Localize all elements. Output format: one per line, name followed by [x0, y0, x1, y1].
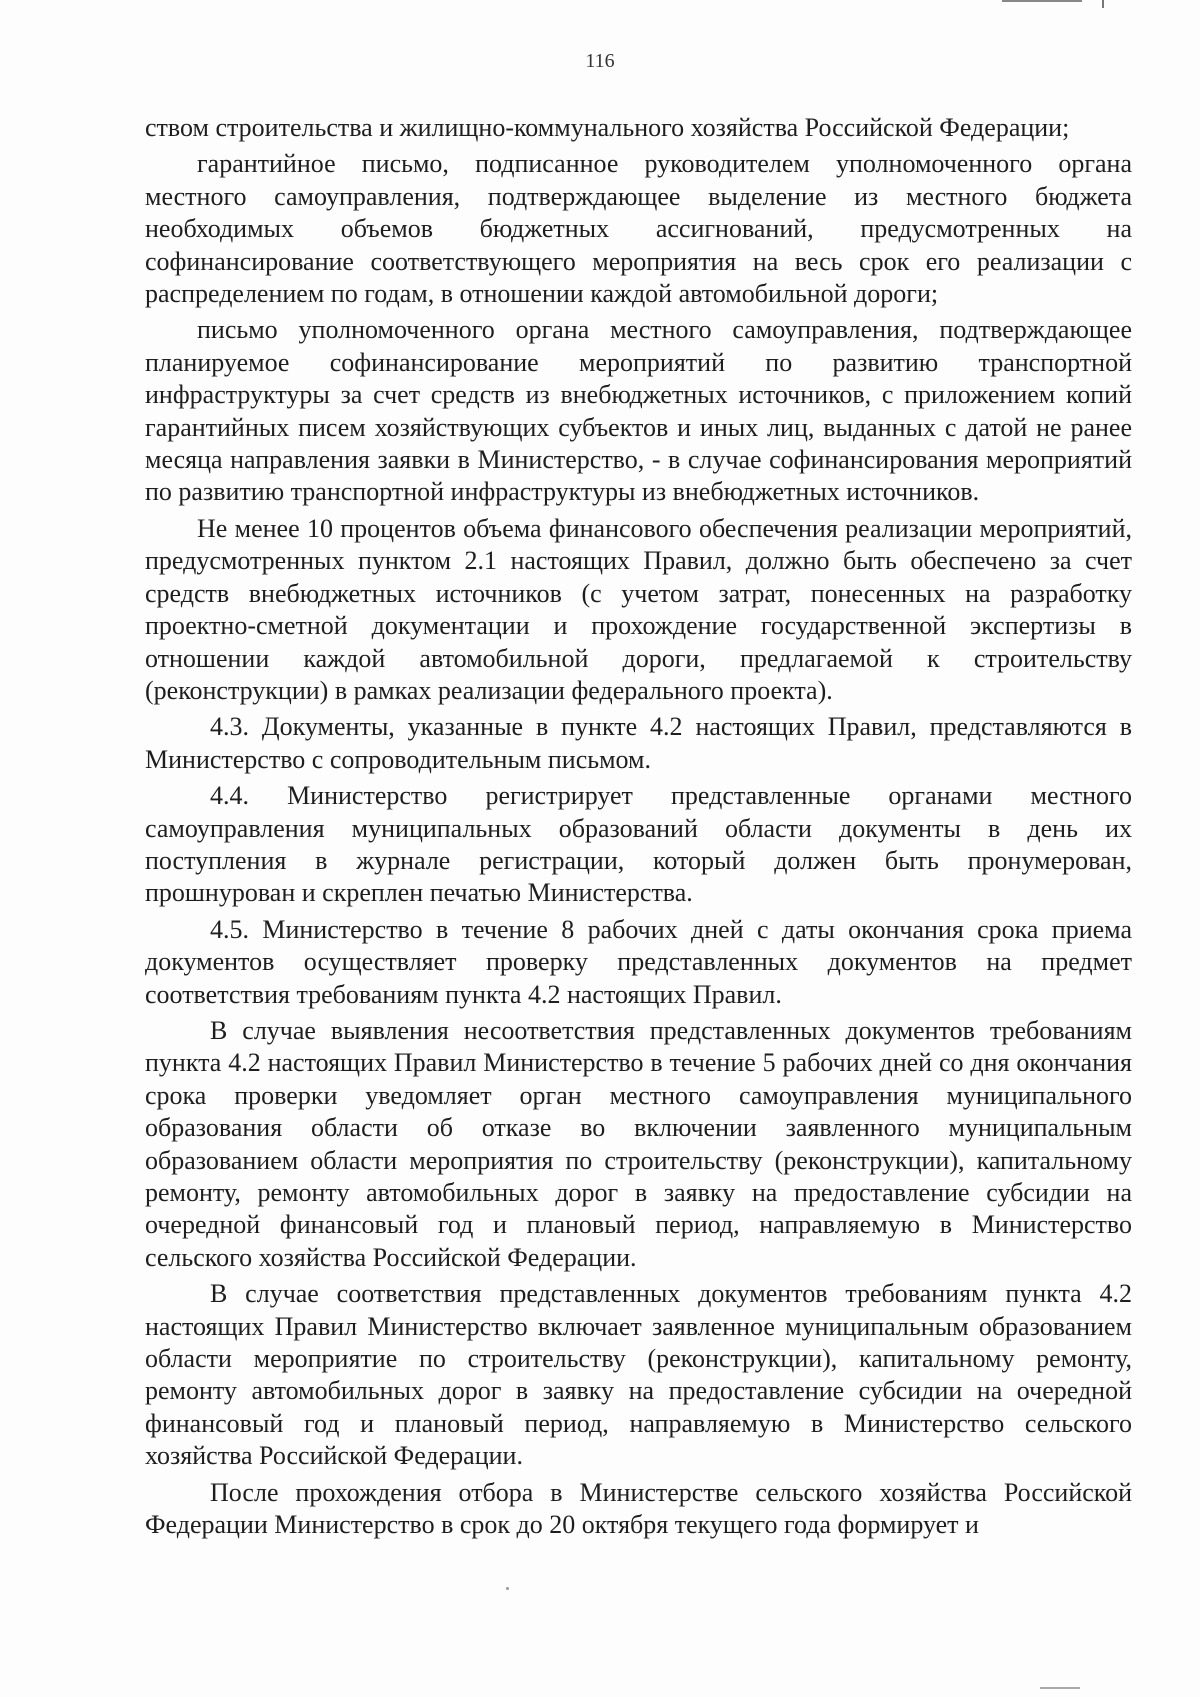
document-body	[145, 112, 1132, 1541]
paragraph: 4.5. Министерство в течение 8 рабочих дней с даты окончания срока приема документов осуществляет проверку представленных документов на предмет соответствия требованиям пункта 4.2 настоящих Правил.	[145, 914, 1132, 1009]
scan-artifact	[1002, 0, 1082, 2]
paragraph: В случае выявления несоответствия представленных документов требованиям пункта 4.2 настоящих Правил Министерство в течение 5 рабочих дней со дня окончания срока проверки уведомляет орган местного самоуправления муниципального образования области об отказе во включении заявленного муниципальным образованием области мероприятия по строительству (реконструкции), капитальному ремонту, ремонту автомобильных дорог в заявку на предоставление субсидии на очередной финансовый год и плановый период, направляемую в Министерство сельского хозяйства Российской Федерации.	[145, 1015, 1132, 1272]
page-number: 116	[585, 50, 615, 72]
paragraph: ством строительства и жилищно-коммунального хозяйства Российской Федерации;	[145, 113, 1070, 142]
paragraph: 4.3. Документы, указанные в пункте 4.2 настоящих Правил, представляются в Министерство с сопроводительным письмом.	[145, 712, 1132, 774]
paragraph: Не менее 10 процентов объема финансового обеспечения реализации мероприятий, предусмотренных пунктом 2.1 настоящих Правил, должно быть обеспечено за счет средств внебюджетных источников (с учетом затрат, понесенных на разработку проектно-сметной документации и прохождение государственной экспертизы в отношении каждой автомобильной дороги, предлагаемой к строительству (реконструкции) в рамках реализации федерального проекта).	[145, 513, 1132, 705]
paragraph: гарантийное письмо, подписанное руководителем уполномоченного органа местного самоуправления, подтверждающее выделение из местного бюджета необходимых объемов бюджетных ассигнований, предусмотренных на софинансирование соответствующего мероприятия на весь срок его реализации с распределением по годам, в отношении каждой автомобильной дороги;	[145, 149, 1132, 309]
paragraph: письмо уполномоченного органа местного самоуправления, подтверждающее планируемое софинансирование мероприятий по развитию транспортной инфраструктуры за счет средств из внебюджетных источников, с приложением копий гарантийных писем хозяйствующих субъектов и иных лиц, выданных с датой не ранее месяца направления заявки в Министерство, - в случае софинансирования мероприятий по развитию транспортной инфраструктуры из внебюджетных источников.	[145, 315, 1132, 507]
paragraph: 4.4. Министерство регистрирует представленные органами местного самоуправления муниципальных образований области документы в день их поступления в журнале регистрации, который должен быть пронумерован, прошнурован и скреплен печатью Министерства.	[145, 781, 1132, 908]
paragraph: В случае соответствия представленных документов требованиям пункта 4.2 настоящих Правил Министерство включает заявленное муниципальным образованием области мероприятие по строительству (реконструкции), капитальному ремонту, ремонту автомобильных дорог в заявку на предоставление субсидии на очередной финансовый год и плановый период, направляемую в Министерство сельского хозяйства Российской Федерации.	[145, 1279, 1132, 1471]
paragraph: После прохождения отбора в Министерстве сельского хозяйства Российской Федерации Министерство в срок до 20 октября текущего года формирует и	[145, 1477, 1132, 1540]
scan-artifact	[506, 1587, 509, 1590]
scan-artifact	[1040, 1687, 1080, 1689]
scan-artifact	[1102, 0, 1104, 8]
